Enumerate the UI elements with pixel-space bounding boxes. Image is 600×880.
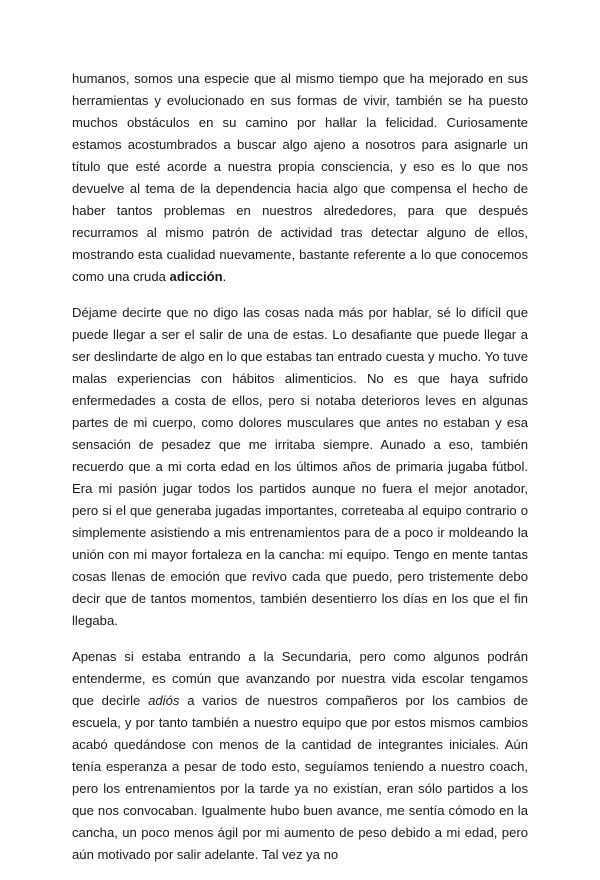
paragraph-3: [72, 646, 528, 866]
paragraph-1-end: .: [222, 269, 227, 284]
paragraph-1-text: humanos, somos una especie que al mismo tiempo que ha mejorado en sus herramientas y evolucionado en sus formas de vivir, también se ha puesto muchos obstáculos en su camino por hallar la felicidad. Curiosamente estamos acostumbrados a buscar algo ajeno a nosotros para asignarle un título que esté acorde a nuestra propia consciencia, y eso es lo que nos devuelve al tema de la dependencia hacia algo que compensa el hecho de haber tantos problemas en nuestros alrededores, para que después recurramos al mismo patrón de actividad tras detectar alguno de ellos, mostrando esta cualidad nuevamente, bastante referente a lo que conocemos como una cruda: [72, 71, 528, 284]
paragraph-1: [72, 68, 528, 288]
paragraph-3-text: Apenas si estaba entrando a la Secundaria, pero como algunos podrán entenderme, es común que avanzando por nuestra vida escolar tengamos que decirle: [72, 649, 528, 708]
paragraph-2: Déjame decirte que no digo las cosas nada más por hablar, sé lo difícil que puede llegar a ser el salir de una de estas. Lo desafiante que puede llegar a ser deslindarte de algo en lo que estabas tan entrado cuesta y mucho. Yo tuve malas experiencias con hábitos alimenticios. No es que haya sufrido enfermedades a costa de ellos, pero si notaba deterioros leves en algunas partes de mi cuerpo, como dolores musculares que antes no estaban y esa sensación de pesadez que me irritaba siempre. Aunado a eso, también recuerdo que a mi corta edad en los últimos años de primaria jugaba fútbol. Era mi pasión jugar todos los partidos aunque no fuera el mejor anotador, pero si el que generaba jugadas importantes, correteaba al equipo contrario o simplemente asistiendo a mis entrenamientos para de a poco ir moldeando la unión con mi mayor fortaleza en la cancha: mi equipo. Tengo en mente tantas cosas llenas de emoción que revivo cada que puedo, pero tristemente debo decir que de tantos momentos, también desentierro los días en los que el fin llegaba.: [72, 305, 528, 628]
document-body: [72, 68, 528, 880]
paragraph-3-end: a varios de nuestros compañeros por los cambios de escuela, y por tanto también a nuestro equipo que por estos mismos cambios acabó quedándose con menos de la cantidad de integrantes iniciales. Aún tenía esperanza a pesar de todo esto, seguíamos teniendo a nuestro coach, pero los entrenamientos por la tarde ya no existían, eran sólo partidos a los que nos convocaban. Igualmente hubo buen avance, me sentía cómodo en la cancha, un poco menos ágil por mi aumento de peso debido a mi edad, pero aún motivado por salir adelante. Tal vez ya no: [72, 693, 528, 862]
italic-term-adios: adiós: [148, 693, 180, 708]
bold-term-adiccion: adicción: [169, 269, 223, 284]
